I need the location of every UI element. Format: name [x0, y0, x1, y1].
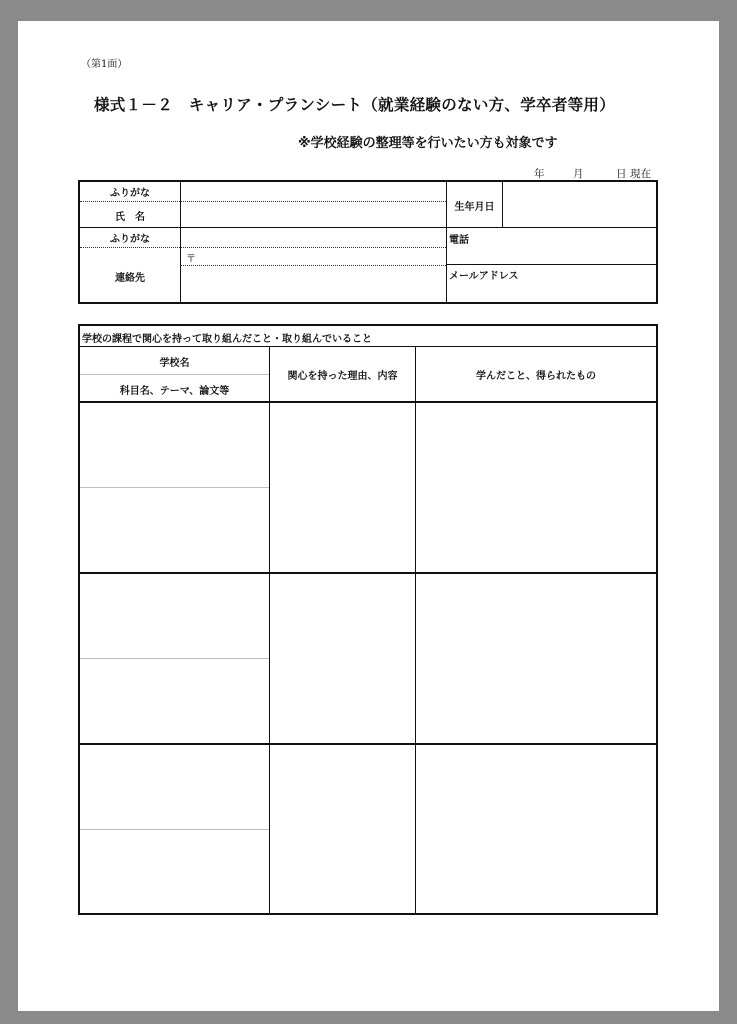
birthdate-field[interactable]	[503, 182, 656, 227]
date-month-label: 月	[573, 168, 584, 180]
contact-label: 連絡先	[115, 273, 145, 284]
phone-field[interactable]	[447, 228, 656, 264]
row1-reason-field[interactable]	[270, 403, 415, 572]
row1-subject-field[interactable]	[80, 488, 269, 572]
row2-reason-field[interactable]	[270, 574, 415, 743]
row2-subject-field[interactable]	[80, 659, 269, 743]
address-field[interactable]	[181, 266, 446, 302]
row2-learned-field[interactable]	[416, 574, 656, 743]
date-year-label: 年	[534, 168, 545, 180]
school-table-heading: 学校の課程で関心を持って取り組んだこと・取り組んでいること	[82, 334, 372, 345]
email-label: メールアドレス	[449, 271, 519, 282]
reason-content-header: 関心を持った理由、内容	[287, 371, 398, 382]
row2-school-name-field[interactable]	[80, 574, 269, 658]
furigana-label: ふりがな	[110, 188, 150, 199]
postal-mark: 〒	[186, 254, 196, 265]
form-title: 様式１－２ キャリア・プランシート（就業経験のない方、学卒者等用）	[94, 96, 616, 114]
row1-learned-field[interactable]	[416, 403, 656, 572]
name-field[interactable]	[181, 202, 446, 227]
row3-learned-field[interactable]	[416, 745, 656, 913]
school-name-header: 学校名	[159, 358, 190, 369]
phone-label: 電話	[449, 235, 469, 246]
furigana2-label: ふりがな	[110, 234, 150, 245]
row3-school-name-field[interactable]	[80, 745, 269, 829]
date-day-label: 日	[616, 168, 627, 180]
birthdate-label: 生年月日	[454, 202, 495, 213]
row3-subject-field[interactable]	[80, 830, 269, 913]
row1-school-name-field[interactable]	[80, 403, 269, 487]
page-number: （第1面）	[81, 59, 128, 70]
subject-theme-header: 科目名、テーマ、論文等	[119, 386, 230, 397]
learned-gained-header: 学んだこと、得られたもの	[476, 371, 596, 382]
row3-reason-field[interactable]	[270, 745, 415, 913]
form-subtitle: ※学校経験の整理等を行いたい方も対象です	[298, 136, 558, 151]
name-label: 氏 名	[115, 212, 145, 223]
form-page	[18, 21, 719, 1011]
furigana2-field[interactable]	[181, 228, 446, 247]
date-as-of-label: 現在	[630, 168, 651, 180]
email-field[interactable]	[447, 265, 656, 302]
furigana-field[interactable]	[181, 182, 446, 200]
